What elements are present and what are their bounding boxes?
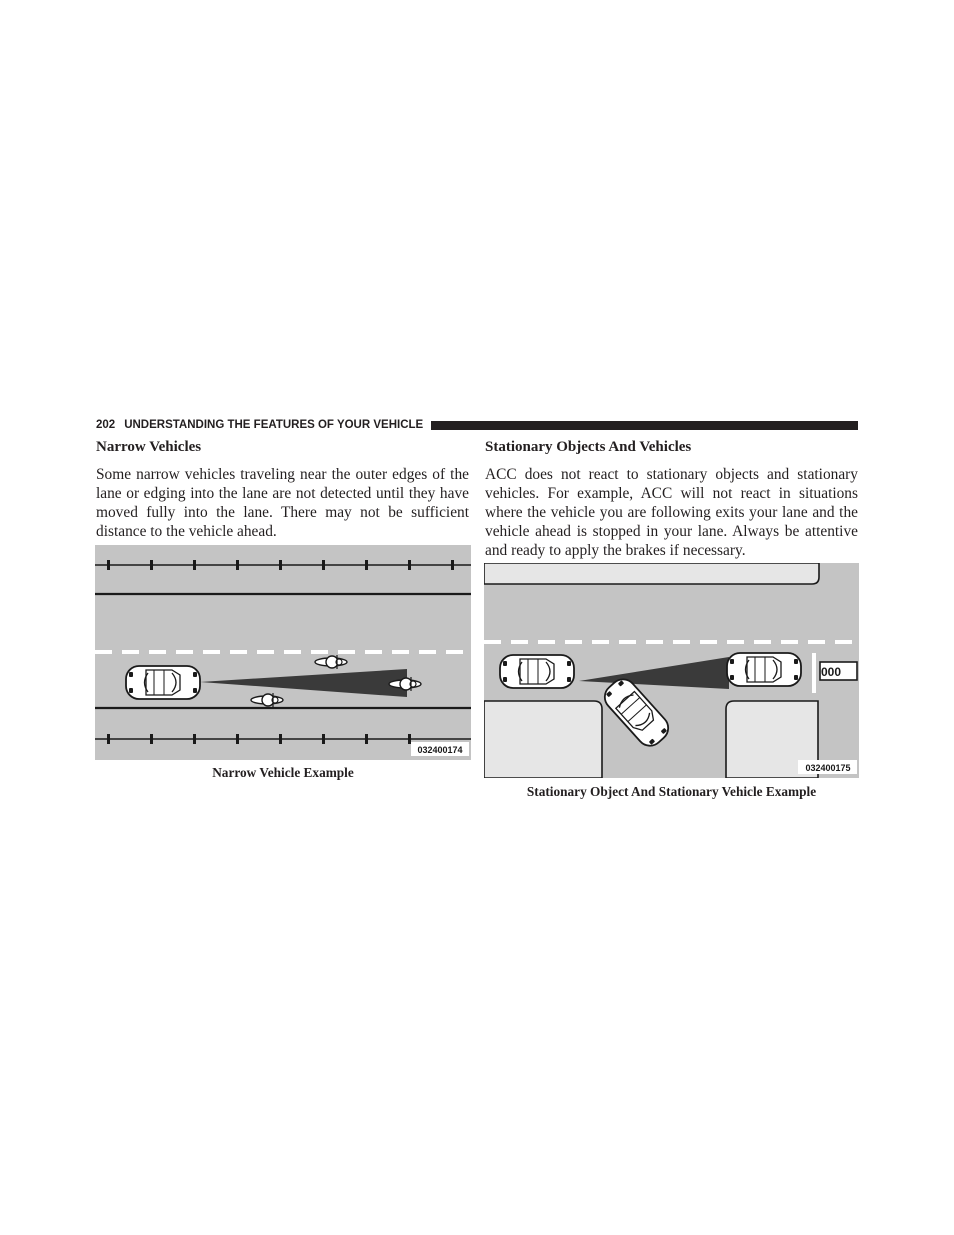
page-number: 202 xyxy=(96,419,116,431)
figure-code: 032400175 xyxy=(805,763,851,773)
section-title: UNDERSTANDING THE FEATURES OF YOUR VEHICLE xyxy=(124,419,424,431)
narrow-vehicle-caption: Narrow Vehicle Example xyxy=(212,765,354,780)
page-header xyxy=(96,417,858,433)
svg-text:000: 000 xyxy=(820,665,842,679)
stationary-objects-paragraph: ACC does not react to stationary objects and stationary vehicles. For example, ACC will not react in situations where the vehicle you are following exits your lane and the vehicle ahead is stopped in your lane. Always be attentive and ready to apply the brakes if necessary. xyxy=(485,466,858,559)
stationary-vehicle-figure xyxy=(484,563,859,778)
figure-code: 032400174 xyxy=(417,745,463,755)
narrow-vehicles-heading: Narrow Vehicles xyxy=(96,439,202,455)
narrow-vehicle-figure xyxy=(95,545,471,760)
narrow-vehicles-paragraph: Some narrow vehicles traveling near the outer edges of the lane or edging into the lane are not detected until they have moved fully into the lane. There may not be sufficient distance to the vehicle ahead. xyxy=(96,466,469,540)
header-rule xyxy=(431,421,858,430)
stationary-objects-heading: Stationary Objects And Vehicles xyxy=(485,439,692,455)
stationary-vehicle-caption: Stationary Object And Stationary Vehicle Example xyxy=(526,784,817,799)
